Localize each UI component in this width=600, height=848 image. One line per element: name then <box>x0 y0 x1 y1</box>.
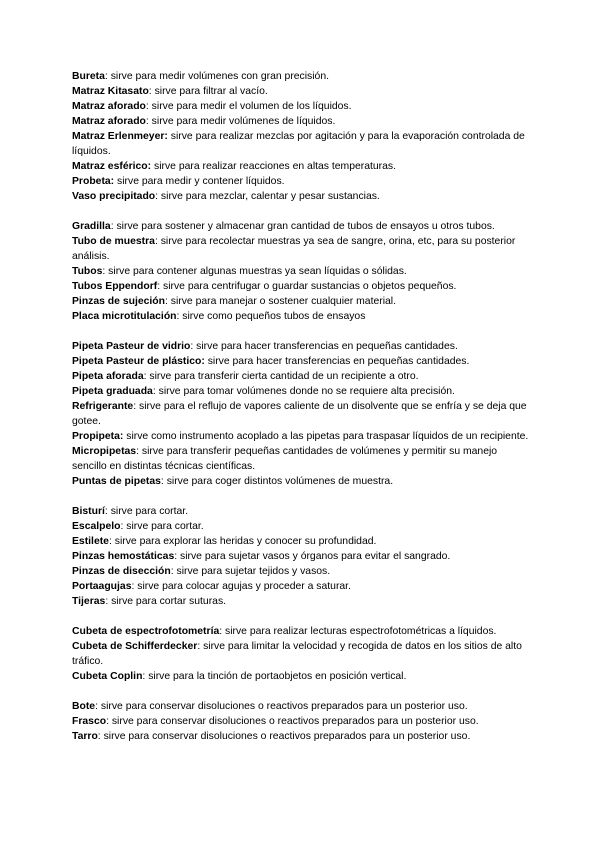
entry-term: Cubeta de espectrofotometría <box>72 626 220 637</box>
definition-entry <box>72 729 532 744</box>
definition-entry <box>72 579 532 594</box>
entry-description: sirve para sujetar tejidos y vasos. <box>173 566 331 577</box>
definition-entry <box>72 519 532 534</box>
definition-entry <box>72 264 532 279</box>
entry-description: sirve para realizar lecturas espectrofotométricas a líquidos. <box>222 626 497 637</box>
entry-description: sirve para hacer transferencias en pequeñas cantidades. <box>204 356 470 367</box>
section-1 <box>72 69 532 204</box>
entry-separator: : <box>157 281 161 292</box>
entry-separator: : <box>104 71 108 82</box>
definition-entry <box>72 234 532 264</box>
entry-description: sirve para transferir pequeñas cantidades de volúmenes y permitir su manejo sencillo en distintas técnicas científicas. <box>72 446 498 472</box>
section-2 <box>72 219 532 324</box>
entry-description: sirve para recolectar muestras ya sea de sangre, orina, etc, para su posterior análisis. <box>72 236 516 262</box>
entry-description: sirve para sostener y almacenar gran cantidad de tubos de ensayos u otros tubos. <box>113 221 495 232</box>
entry-separator: : <box>143 371 147 382</box>
definition-entry <box>72 399 532 429</box>
entry-description: sirve para medir volúmenes de líquidos. <box>148 116 336 127</box>
entry-term: Tubos <box>72 266 103 277</box>
entry-description: sirve para conservar disoluciones o reactivos preparados para un posterior uso. <box>108 716 479 727</box>
entry-description: sirve para transferir cierta cantidad de un recipiente a otro. <box>146 371 419 382</box>
definition-entry <box>72 444 532 474</box>
entry-separator: : <box>145 116 149 127</box>
entry-term: Matraz aforado <box>72 116 146 127</box>
entry-term: Probeta: <box>72 176 115 187</box>
entry-term: Pinzas de sujeción <box>72 296 165 307</box>
entry-description: sirve para realizar mezclas por agitación y para la evaporación controlada de líquidos. <box>72 131 525 157</box>
entry-separator: : <box>142 671 146 682</box>
entry-term: Pipeta aforada <box>72 371 144 382</box>
entry-description: sirve para realizar reacciones en altas temperaturas. <box>151 161 396 172</box>
entry-separator: : <box>120 521 124 532</box>
definition-entry <box>72 714 532 729</box>
entry-separator: : <box>95 701 98 712</box>
definition-entry <box>72 369 532 384</box>
entry-term: Puntas de pipetas <box>72 476 161 487</box>
entry-term: Cubeta Coplin <box>72 671 143 682</box>
entry-separator: : <box>197 641 201 652</box>
entry-description: sirve para explorar las heridas y conocer su profundidad. <box>111 536 377 547</box>
entry-description: sirve para limitar la velocidad y recogida de datos en los sitios de alto tráfico. <box>72 641 522 667</box>
entry-term: Tarro <box>72 731 98 742</box>
definition-entry <box>72 639 532 669</box>
entry-term: Bote <box>72 701 96 712</box>
definition-entry <box>72 594 532 609</box>
entry-separator: : <box>136 446 139 457</box>
definition-entry <box>72 474 532 489</box>
entry-separator: : <box>102 266 106 277</box>
entry-description: sirve para centrifugar o guardar sustancias o objetos pequeños. <box>160 281 457 292</box>
entry-term: Frasco <box>72 716 107 727</box>
entry-description: sirve para contener algunas muestras ya sean líquidas o sólidas. <box>105 266 407 277</box>
entry-separator: : <box>174 551 178 562</box>
entry-separator: : <box>104 506 108 517</box>
entry-term: Portaagujas <box>72 581 132 592</box>
entry-term: Pipeta Pasteur de plástico: <box>72 356 205 367</box>
entry-term: Estilete <box>72 536 109 547</box>
entry-term: Escalpelo <box>72 521 121 532</box>
entry-separator: : <box>170 566 174 577</box>
entry-description: sirve para hacer transferencias en pequeñas cantidades. <box>193 341 458 352</box>
definition-entry <box>72 99 532 114</box>
definition-entry <box>72 624 532 639</box>
definition-entry <box>72 84 532 99</box>
definition-entry <box>72 219 532 234</box>
entry-term: Vaso precipitado <box>72 191 156 202</box>
entry-term: Tubos Eppendorf <box>72 281 158 292</box>
entry-separator: : <box>105 596 109 607</box>
entry-description: sirve para medir volúmenes con gran precisión. <box>107 71 330 82</box>
entry-term: Gradilla <box>72 221 111 232</box>
definition-entry <box>72 114 532 129</box>
entry-description: sirve para medir el volumen de los líquidos. <box>148 101 352 112</box>
entry-term: Matraz Erlenmeyer: <box>72 131 168 142</box>
entry-description: sirve para medir y contener líquidos. <box>114 176 285 187</box>
entry-description: sirve para coger distintos volúmenes de muestra. <box>163 476 394 487</box>
entry-separator: : <box>160 476 164 487</box>
definition-entry <box>72 354 532 369</box>
entry-description: sirve para conservar disoluciones o reactivos preparados para un posterior uso. <box>100 731 471 742</box>
entry-description: sirve para la tinción de portaobjetos en posición vertical. <box>145 671 407 682</box>
entry-term: Bisturí <box>72 506 105 517</box>
entry-term: Tijeras <box>72 596 106 607</box>
section-4 <box>72 504 532 609</box>
entry-separator: : <box>164 296 168 307</box>
entry-description: sirve para manejar o sostener cualquier material. <box>167 296 396 307</box>
definition-entry <box>72 174 532 189</box>
entry-separator: : <box>131 581 135 592</box>
definition-entry <box>72 339 532 354</box>
entry-separator: : <box>152 386 156 397</box>
definition-entry <box>72 504 532 519</box>
section-5 <box>72 624 532 684</box>
entry-description: sirve para colocar agujas y proceder a saturar. <box>134 581 351 592</box>
entry-term: Pipeta Pasteur de vidrio <box>72 341 191 352</box>
entry-separator: : <box>108 536 112 547</box>
entry-description: sirve para conservar disoluciones o reactivos preparados para un posterior uso. <box>97 701 468 712</box>
entry-separator: : <box>219 626 223 637</box>
definition-entry <box>72 279 532 294</box>
entry-term: Matraz esférico: <box>72 161 152 172</box>
definition-entry <box>72 69 532 84</box>
entry-separator: : <box>148 86 152 97</box>
entry-term: Micropipetas <box>72 446 137 457</box>
section-3 <box>72 339 532 489</box>
definition-entry <box>72 189 532 204</box>
entry-separator: : <box>97 731 101 742</box>
section-6 <box>72 699 532 744</box>
entry-description: sirve para cortar suturas. <box>108 596 227 607</box>
entry-separator: : <box>145 101 149 112</box>
definition-entry <box>72 294 532 309</box>
definition-entry <box>72 699 532 714</box>
entry-separator: : <box>106 716 109 727</box>
entry-separator: : <box>110 221 114 232</box>
entry-term: Pinzas de disección <box>72 566 171 577</box>
document-body <box>72 69 532 759</box>
entry-description: sirve para cortar. <box>123 521 204 532</box>
definition-entry <box>72 384 532 399</box>
entry-separator: : <box>154 236 158 247</box>
entry-term: Cubeta de Schifferdecker <box>72 641 198 652</box>
entry-term: Bureta <box>72 71 105 82</box>
entry-description: sirve como instrumento acoplado a las pipetas para traspasar líquidos de un recipiente. <box>123 431 529 442</box>
entry-separator: : <box>155 191 159 202</box>
definition-entry <box>72 129 532 159</box>
entry-term: Tubo de muestra <box>72 236 155 247</box>
entry-term: Pinzas hemostáticas <box>72 551 175 562</box>
entry-term: Pipeta graduada <box>72 386 153 397</box>
entry-separator: : <box>176 311 180 322</box>
entry-description: sirve para sujetar vasos y órganos para evitar el sangrado. <box>177 551 451 562</box>
definition-entry <box>72 309 532 324</box>
definition-entry <box>72 429 532 444</box>
entry-description: sirve para filtrar al vacío. <box>151 86 268 97</box>
definition-entry <box>72 549 532 564</box>
entry-description: sirve para cortar. <box>107 506 189 517</box>
entry-term: Matraz Kitasato <box>72 86 149 97</box>
entry-separator: : <box>190 341 194 352</box>
entry-term: Placa microtitulación <box>72 311 177 322</box>
entry-term: Refrigerante <box>72 401 134 412</box>
entry-description: sirve como pequeños tubos de ensayos <box>179 311 366 322</box>
definition-entry <box>72 159 532 174</box>
entry-description: sirve para tomar volúmenes donde no se requiere alta precisión. <box>155 386 455 397</box>
entry-term: Propipeta: <box>72 431 124 442</box>
entry-description: sirve para el reflujo de vapores caliente de un disolvente que se enfría y se deja que gotee. <box>72 401 527 427</box>
entry-description: sirve para mezclar, calentar y pesar sustancias. <box>158 191 380 202</box>
definition-entry <box>72 534 532 549</box>
entry-separator: : <box>133 401 137 412</box>
entry-term: Matraz aforado <box>72 101 146 112</box>
definition-entry <box>72 669 532 684</box>
definition-entry <box>72 564 532 579</box>
